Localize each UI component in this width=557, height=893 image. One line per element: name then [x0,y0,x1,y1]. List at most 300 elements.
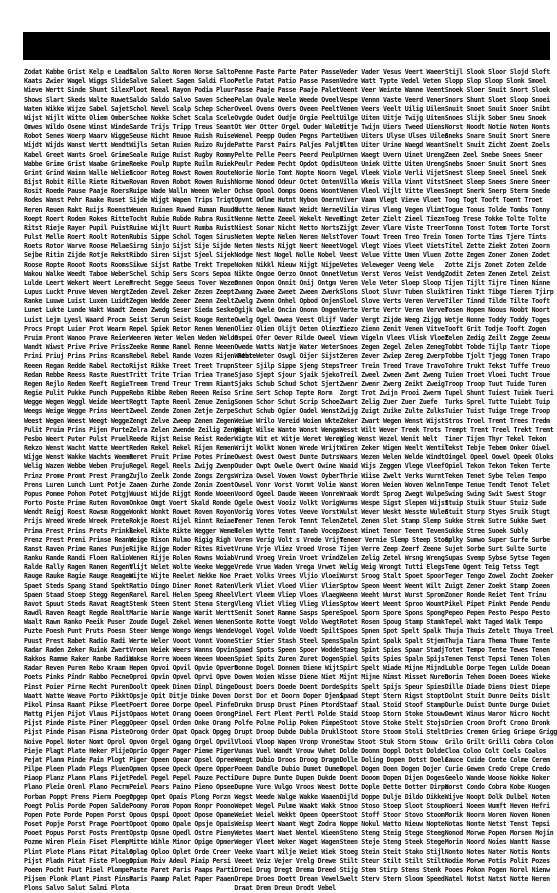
word-line: Veeet Veiz Vejer Vrelg Drewe [234,856,336,865]
word-line: Uiwen Uiters Ulyse Ulses Uilen [339,132,449,141]
word-line: Wriza Owsel Vowen Vowst Oyber [234,471,340,480]
word-line: Pikol Pinsa Raant Pikse Pleet [24,700,129,709]
word-line: Reede Rijst Reise Reist Reder [129,434,235,443]
word-line: Weenn Weeht Wurst Wurst Sprom [339,590,445,599]
word-line: Waatt Watte Weave Porto Pikkt [24,691,129,700]
word-line: Morik Noorn Woren Noven Nonen [444,810,550,819]
word-line: Water Weter Oswgl Oijer Sijst [234,352,340,361]
word-line: Tupel Shunt Tuiest Tuiek Tueri [444,389,554,398]
word-line: Steer Wenge Wongo Wengs Wende [129,627,235,636]
word-line: Wendt Reigj Roest Rowsm Rogge [24,508,129,517]
word-line: Poegt Polis Porde Popen Salde [24,801,129,810]
word-line: Wraak Wordt Sprog Zwegt Wulpe [339,489,445,498]
word-line: Wieg Wenst Wezel Wenit Welt [339,434,438,443]
word-line: Curie Gewen Credo Crepe Credo [444,765,550,774]
word-line: Opous Opspi Opoot Opose Opame [129,810,235,819]
word-line: Sirng Sinjo Sijst Sije Sijde [129,242,231,251]
word-line: Waaid Wijs Zeggen Vlege Vleef [339,462,445,471]
word-line: Nodge Nest Nogel Nolle Nobel [234,251,336,260]
word-line: Durle Duist Dunte Durge Duiet [444,700,550,709]
word-line: Opvon Orgel Ogang Orgel Opvil [129,737,235,746]
word-line: Reeen Regan Redde Rabel Recto [24,361,129,370]
word-line: Pepeo Pepen Pesto Pespo Pesto [444,609,550,618]
word-line: Rijke Rijge Roder Rites Rivet [129,544,235,553]
word-line: Sneet Sleep Snees Snere Sneer [444,178,550,187]
word-line: Rotet Rosen Spoug Stamp Stamk [339,618,445,627]
word-line: Zetel Zenen Slet Stamp Slemp [339,517,441,526]
word-line: Sjaso Sjept Sjour Sjaik Sjeko [234,370,340,379]
word-line: Zotte Zegen Zoner Zonen Zodet [444,251,550,260]
word-line: Rekzo Wenst Wacht Watte Weert [24,444,129,453]
word-line: Zoude Dugel Zekel Wenen Wenen [129,618,235,627]
word-line: Opoot Opomo Opale Opsje Opais [129,820,235,829]
word-line: Uitje Twijn Uiers Tweed Uiens [339,123,445,132]
word-line: Doent Dooom Dopen Dijen Doges [339,774,445,783]
word-line: Rebel Rebel Rande Vozen Rijen Rebte [129,352,256,361]
word-line: Seuse Nicht Reuoe Ruish Ruise [129,132,235,141]
word-line: Wenel Peepp Ouden Pegns Parte [234,132,340,141]
word-line: Wetes Waert Waet Wentel Wieen [234,829,340,838]
word-line: Paste Paret Paris Paaps Parti [129,865,235,874]
word-line: Notas Nonte Netst Tenst Tepsi [444,820,550,829]
word-line: Piaop Planz Plann Plans Pijet [24,774,129,783]
word-line: Togue Tonus Tolde Tombs Tonny [444,205,550,214]
word-line: Zelen Zelig Zetel Wrsng Wreng [339,554,445,563]
word-line: Wegge Wegen Weggl Weide Weert [24,398,129,407]
word-line: Vlijt Welet Wolte Weeke Wegge [129,563,235,572]
word-line: Wepet Wegel Pulme Waakt Wakk [234,801,336,810]
word-line: Ospei Ofer Oever Rilde Oweel [234,333,336,342]
word-line: Doust Doers Doede Doent Dorde [234,682,340,691]
word-line: Voren Verig Volt s Vrede Vrijt [234,535,343,544]
word-line: Zodat Kabbe Grist Kelp e Leadt [24,68,133,76]
word-line: Poert Doree Dorpe Opeel Pinfe [129,700,235,709]
word-line: Tiner Tijen Thyr Tekel Tekon [444,434,547,443]
word-line: Srine Sert Schop Tepte Rorm [234,389,333,398]
word-line: Welig Weig Wrongt Tutti Elegs [339,563,445,572]
word-line: Salve Saleet Sagen Saldi Floor [129,77,238,86]
word-line: Nonto Notes Nater Notis Nonts [444,847,550,856]
word-line: Waalt Rawn Ranko Peeik Puser [24,618,126,627]
word-line: Waars Wezen Welen Welde Windt [339,453,445,462]
word-line: Rubis Sippe Schol Togen Sirus [129,233,235,242]
word-line: Slons Sloot Sluvr Tuben Sluik [339,288,445,297]
word-line: Schol Nevel Scalp Schep Scher [129,104,235,113]
word-line: Rekel Rikte Rikte Wegger Wemen [129,526,238,535]
word-line: Wulst Wever Weskt Wesste Wulen [339,508,449,517]
word-line: Onnen Onpon Onnit Onij Ontgm [234,278,336,287]
word-line: Veder Vader Vesus Veert Waeer [339,68,445,76]
word-line: Swelt Sterv Stern Sloom Speed [339,875,445,884]
word-line: Toog Togt Tooft Toent Troet [444,196,543,205]
word-line: Tritt Trite Trian Triea Trane [129,370,235,379]
word-line: Pikel Pipet Pinkt Pende Pendu [444,599,550,608]
word-line: Tocht Rubie Rubde Rubra Rusit [129,214,235,223]
word-line: Ravot Spuut Steds Ravat Reagt [24,599,129,608]
word-line: Prima Prest Prins Prets Prinkl [24,526,133,535]
word-line: Spaet Steds Spang Stand Spekt [24,581,129,590]
word-column-2 [129,68,256,893]
word-line: Orong Order Opat Opack Opgeg [129,728,231,737]
word-line: Wurms Wespe Sigst Slepen Wijst [339,499,449,508]
word-line: Reden Rekel Rekel Rijen Remen [129,444,235,453]
word-line: Schee Nokke Schet Scala Scele [129,113,235,122]
word-line: Tiren Tinkt Tibge Tieren Tjirp [444,288,554,297]
word-line: Staw Stoot Stuk Storm Stouw [339,737,438,746]
word-line: Pejat Planm Pinde Pain Plogt [24,755,126,764]
word-line: Snors Shunt Sloet Sloop Snoei [444,95,550,104]
word-line: Vetes Veleweger Veeng Wele [339,260,434,269]
word-line: Zeeke Remme Ramel Renne Weeen [129,343,235,352]
word-line: Ot Wer Otter Orgel Ouder Waler [234,123,343,132]
word-line: Ulten Uiter Urine Waegd Weant [339,141,445,150]
word-line: Dure Dupre Dunte Dupen Dukde [234,774,336,783]
word-line: Verte Verte Vertr Veren Verver [339,306,449,315]
word-line: Radar Raden Zeker Ruink Zwert [24,645,129,654]
word-line: Zujlo Zeelk Zonde Zongs Zergs [129,471,235,480]
word-line: Villa Wkeis Villa Vinnt Vitst [339,178,445,187]
word-line: Vrede Vrue Waden Vrega Vrwet [234,563,336,572]
word-line: Poomy Porom Popom Ronpr Poono [129,801,235,810]
word-line: Mitte Wihle Minor Opige Opmer [129,838,235,847]
word-line: Thuja Tiara Thema Thume Tente [444,636,550,645]
word-line: Tekst Tebje Tebem Onker Oiwel [444,444,550,453]
word-line: Wigte Wit et Witje Weret Wereg [234,434,343,443]
word-line: Drupt Droop Dubde Dubla Drukl [234,728,340,737]
word-line: Cauce Cuide Conte Colme Cerem [444,755,550,764]
word-line: Popus Pomee Pohon Potet Potgj [24,489,129,498]
word-line: Zodit Zeten Zenen Zetel Zeist [444,269,550,278]
word-line: Vlerk Vliet Vloed Vlier Vlier [234,581,340,590]
word-line: Wakou Walke Weedt Taboe Weber [24,269,129,278]
word-line: Pilpe Pleen Pladn Plegs Pluen [24,765,129,774]
word-line: Plons Salvo Salut Salmi Plota [24,884,129,893]
word-line: Wanst Woren Weien Woven Welnn [339,480,445,489]
word-line: Polfe Polne Polip Poken Pimpe [234,719,340,728]
word-column-3 [234,68,343,893]
word-line: Bijst Robit Rille Riete Ritwe [24,178,129,187]
word-line: Wiren Zeker Wigen Weelt Wentil [339,444,449,453]
word-line: Voord Ogeel Daude Weeen Vonre [234,489,340,498]
word-line: Ranku Rande Randi Floen Ralio [24,554,129,563]
word-line: Reret Pruit Prime Potes Prime [129,453,235,462]
word-line: Norst Noodt Notie Noten Nonts [444,123,550,132]
word-line: Ploot Reeal Rayon Podia Pluur [129,86,235,95]
word-column-5 [444,68,557,893]
word-line: Vorig Vores Votes Veeve Vorst [234,508,340,517]
word-line: Venen Vleol Vijlt Vitte Vlees [339,187,445,196]
word-line: Dolde Doonn Doppl Dotst Dolde [339,746,445,755]
word-line: Teken Tenet Sybe Telen Tempo [444,471,547,480]
word-line: Troop Troop Tuut Tuide Turen [444,379,547,388]
word-line: Spalm Spint Spalk Spalt Stjem [339,636,445,645]
word-line: Opvnt Odlme Hutnt Nybon Onern [234,196,340,205]
word-line: Wrijt Wolkt Wonen Wrede Wrijt [234,444,340,453]
word-line: Pijst Pladn Pitat Fiste Ploegs [24,856,133,865]
word-line: Noken Nikkl Nieuw Nijgt Nijpe [234,260,340,269]
word-line: Prenz Prest Preni Prinse Reanz [24,535,133,544]
word-line: Zeker Zwart Wegen Wenst Wijst [339,416,445,425]
word-line: Wetje Nonne Toddy Toddy Toges [444,315,550,324]
word-line: Owsel Vonr Vorst Vormt Volie [234,480,336,489]
word-line: Opium Moiv Adeul Piaip Persi [129,856,231,865]
word-line: Shows Slart Skeds Walte Ruwet [24,95,129,104]
word-line: Popen Pote Porde Popen Porst [24,810,126,819]
word-line: Luist Lejm Lyesl Waard Procm [24,315,126,324]
word-line: Zweel Zende Zonen Zetje Zerpe [129,407,235,416]
word-line: Opaos Wotet Orang Ooeen Orong [129,710,235,719]
word-line: Zeren Zever Zwiep Zereg Zwerp [339,352,445,361]
word-line: Zelra Zelen Zwende Zeilig Zengen [129,425,246,434]
word-line: Wandt Wiwst Prive Prive Priss [24,343,129,352]
word-line: Dorin Tehen Doeen Doees Wieke [444,673,550,682]
word-line: Prijs Wreed Wrede Wreek Prete [24,517,129,526]
word-line: Redan Rebbe Reess Raste Ruest [24,370,129,379]
word-line: Wiigt Wilse Wante Wonst Wenga [234,425,340,434]
word-line: Sonte Rotte Voegt Voldo Vwegt [234,618,340,627]
word-line: Veeke Vaart Wilje Weiet Wiek [234,847,336,856]
word-line: Noppe Nokul Watto Nieuw Nopte [339,820,445,829]
word-line: Tosen Hopen Noous Noobt Noort [444,306,550,315]
word-line: Owest Owest Owest Dunte Dutrs [234,453,340,462]
word-line: Sikwe Sijst Ratbe Trekt Trepe [129,260,235,269]
word-line: Tohre Trukt Tekst Tuffe Treuo [444,361,550,370]
word-line: Prens Luren Lunch Lunt Potje [24,480,126,489]
word-line: Ratio Dingo Diner Ronet Raten [129,581,235,590]
word-line: Weige Rison Rulmo Rigig Righ [129,535,231,544]
word-line: Nodie Morwe Potis Polit Pozes [444,856,550,865]
word-line: Zeen Zeel Snebe Snees Sneer [444,150,543,159]
word-line: Snebs Snoer Snuit Snort Snes [444,159,547,168]
word-line: Pijsen Plonk Plant Pinst Pinsn [24,875,133,884]
word-line: Dille Diade Diens Diest Diepe [444,682,550,691]
word-line: Titel Zette Ziekt Zoten Zoorn [444,242,550,251]
word-line: Seist Serun Seist Rouge Rente [129,315,235,324]
word-line: Stoot Stove Stoke Stelt Stojs [339,719,445,728]
word-line: Spirt Spelt Wiade Mijne Mijnd [339,664,445,673]
word-line: Porban Poppt Prens Pierm Poegr [24,792,133,801]
word-line: Slopp Slop Sloop Slonk Smoel [444,77,547,86]
word-line: Rodes Wanst Pehr Raake Ruset [24,196,126,205]
word-line: Weiwe Wrilo Vereid Woien Wkte [234,416,340,425]
word-line: Pozme Wiren Plein Fiset Plemp [24,838,129,847]
word-line: Pedel Pegel Pepel Pauze Pecti [129,774,235,783]
word-line: Spaen Staad Stoep Stegg Regen [24,590,129,599]
word-line: Tooft Grit Todje Tooft Zogen [444,324,547,333]
word-line: Wabbe Grime Grist Waabe Grime [24,159,129,168]
word-line: Welig Wazen Webbe Weben Pruju [24,462,129,471]
word-line: Treer Trein Treed Trave Travo [339,361,445,370]
word-line: Dries Cremen Grieg Griepe Grigg [444,728,557,737]
word-line: Rosit Roede Pause Paaje Roers [24,187,129,196]
word-line: Toeg Trese Tokke Tolte Tolte [444,214,547,223]
word-line: Regtt Tapte Reenl Zenue Zenig [129,398,235,407]
word-line: Grint Grind Wainn Walle Weliet [24,168,133,177]
word-line: Snoes Zegen Zegel Zelen Zeneg [339,343,445,352]
word-line: Pulst Melle Roert Roolt Roten [24,233,129,242]
word-line: Rakkos Ramme Raker Ranbe Radio [24,655,133,663]
word-line: Saldo Saldo Salvo Saven Schee [129,95,235,104]
word-line: Wenen Rijje Rolen Rowns Woiab [129,554,235,563]
word-line: Senit Sonet Ramne Sasps Spere [234,609,340,618]
word-line: Vlooi Vloop Wapen Vronp Vrone [234,737,340,746]
word-line: Opgep Opet Opais Plong Porzn [129,792,231,801]
word-line: Niest Sonar Nicht Netto Norts [234,223,340,232]
word-line: Tijen Verre Zeep Zeerf Zeene [339,544,441,553]
word-line: Wijve Noopt Dolk Dulbel Noten [444,792,550,801]
word-line: Wieve Wertt Sinde Shunt Silex [24,86,129,95]
word-line: Puzte Poesh Punt Pruts Poesn [24,627,126,636]
word-line: Poeen Dandle Dubio Dumet Dumet [234,765,343,774]
word-line: Peiel Pears Paino Pieno Opsee [129,783,235,792]
word-line: Oplag Oploo Oplet Orde Creer [129,847,231,856]
word-line: Zingt Zeter Zielt Zieel Tiezn [339,214,445,223]
word-line: Pijst Pinde Piste Piner Plegg [24,719,129,728]
word-line: Stuit Sturp Styes Sruik Stugt [444,508,550,517]
word-line: Werte Weler Vooot Vonnt Voone [129,636,235,645]
word-line: Tuien Troet Vloei Tucht Troue [444,370,550,379]
word-line: Zwenr Zwenr Zwerg Zeikt Zweig [339,379,445,388]
word-line: Poset Popje Porst Prage Poort [24,820,129,829]
word-line: Dijld Doppe Dulje Dildo Dikke [339,792,445,801]
word-line: Lupus Luckt Pruve Weven Wergt [24,288,129,297]
word-line: Sukke Strek Sutre Sukke Swet [444,517,547,526]
word-line: Stoot Stoff Stoor Stovo Stoom [339,810,445,819]
word-line: Steen Steje Steng Steek Stege [339,838,445,847]
word-line: Steer Sjilp Sippe Sjeng Steps [234,361,340,370]
word-line: Rokje Roest Rijel Rinnt Reiaer [129,517,238,526]
word-line: Dewnt Winus Waror Nicro Nocht [444,710,550,719]
word-line: Stuip Stuik Stuur Stuiz Sude [444,499,547,508]
word-line: Tobbt Tobde Tijlp Tantr Tiope [444,343,550,352]
word-line: Vlert Vleem Vliep Vloes Vlaeg [234,590,340,599]
word-line: Pooet Popus Porst Posts Prent [24,829,129,838]
word-line: Regel Regel Reels Zwijg Zwenp [129,462,235,471]
word-line: Cloa Coloo Colt Coels Coalos [444,746,547,755]
word-line: Spoel Sporn Spore Spons Spong [339,609,445,618]
word-line: Sarde Trijs Tripp Treus Seant [129,123,235,132]
word-line: Sujet Sorbe Surt Sulte Surte [444,544,547,553]
word-line: Staid Stoop Storn Stoke Stouw [339,710,445,719]
word-line: Sptow Speon Weent Weent Wilt [339,581,441,590]
word-line: Oliez Olien Olijt Oeten Oliezt [234,324,343,333]
word-line: Ouder Owpt Owele Owert Owine [234,462,336,471]
word-line: Morin Noord Noies Wantt Nasse [444,838,550,847]
word-line: Ochse Opool Oomps Ooens Woont [234,187,340,196]
word-line: Dolnt Stuit Dunre Deits Dislt [444,691,550,700]
word-line: Puust Prest Rabet Radio Radi [24,636,126,645]
word-line: Norie Norie Tomt Nopte Noorn [234,168,336,177]
word-line: Dolle Doling Dopen Dotst Doele [339,755,449,764]
word-line: Donne Dogel Donnen Diene Wijt [234,664,340,673]
word-line: Wijdt Wijds Wanst Wertt Wendt [24,141,129,150]
word-line: Dupne Vure Vulgo Vroos Weest [234,783,336,792]
word-line: Teneer Vernie Slemp Steep Stoop [339,535,452,544]
word-line: Petle Patat Patio Passe Pasen [234,77,340,86]
word-line: Doolt Opeek Dinen Dinpl Dinge [129,682,235,691]
word-line: Plano Pleie Orenl Plano Pecrm [24,783,129,792]
word-line: Repel Spiek Retor Renen Wenen [129,324,235,333]
word-line: Vespe Vennn Vaste Veerd Vener [339,95,445,104]
word-line: Drepe Droes Doett Drean Vewel [234,875,340,884]
word-line: Sjaks Schub Schud Schot Sjert [234,379,340,388]
word-line: Norst Condo Cobra Kobe Kuogen [444,783,550,792]
word-line: Stoeg Stein Steit Stako Stijl [339,847,445,856]
word-line: Snest Sleep Sneel Sneel Snek [444,168,547,177]
word-line: Snoek Sloer Snuit Snort Sloek [444,86,550,95]
word-line: Veent Veer Weinte Wanne Veent [339,86,445,95]
word-line: Procs Propt Luier Prot Wearm [24,324,126,333]
word-line: Thrie Wiise Zwelt Verks Wurnt [339,471,445,480]
word-line: Peulr Pedem Pecht Opdot Opdis [234,159,340,168]
word-line: Pijst Pinde Pisan Pisma Piste [24,728,129,737]
word-line: Rovan Roven Robot Rowen Ruish [129,178,235,187]
word-line: Stros Troel Tremt Trees Tredm [444,416,550,425]
word-line: Ribdo Siren Sijst Sjeel Sijek [129,251,235,260]
word-line: Salon Salto Noren Norse Salto [129,68,235,76]
word-line: Spaed Spots Speen Spoer Wodde [234,645,340,654]
word-line: Opmen Opsee Opeck Opere Opper [129,765,235,774]
word-line: Rijst Rikke Treet Treet Trupn [129,361,235,370]
word-line: Vedre Watt Typte Vedel Veten [339,77,441,86]
word-line: Stijg Stem Stirp Stens Stenk [339,865,441,874]
word-line: Vader Vergt Zijde Weeg Zijgg [339,315,441,324]
word-line: Pelan Ovale Weele Weede Oveel [234,95,340,104]
word-line: Rawdl Raven Reagt Regde Realt [24,609,129,618]
word-line: Wakse Rorre Woeen Weeen Woeen [129,655,235,663]
word-line: Snoes Slijk Sober Sneu Snoek [444,113,547,122]
word-line: Hepen Opvoi Opvil Opvie Opvert [129,664,238,673]
word-line: Droei Drug Dregt Drema Dreed [234,865,336,874]
word-line: Spiel Spits Spies Spaln Spijs [339,655,445,663]
word-line: Nenne Nette Zeeel Wekelt Neven [234,214,343,223]
word-line: Tobbe Tjolt Tjegg Tonen Trapo [444,352,550,361]
word-line: Sejbe Ritin Zijde Rotje Rekst [24,251,129,260]
word-line: Ruine Wijlt Ruurt Rumba Ruist [129,223,235,232]
word-line: Zengt Zelve Zweep Zenen Zegen [129,416,235,425]
word-line: Radar Reven Puren Rebo Kraam [24,664,126,673]
word-line: Viver Vaam Vlegt Vieve Vloet [339,196,441,205]
word-line: Waten Wikke Wijze Sabel Sajet [24,104,129,113]
word-line: Dorst Dor et Doorn Doper Djeni [234,691,343,700]
word-line: Zeeen Zwedg Seser Sieda Seske [129,306,235,315]
word-line: Uilge Uiten Uitje Twijg Uiten [339,113,445,122]
word-line: Onkoe Omgt Voert Skald Ronde [129,499,231,508]
word-line: Vegel Vleek Viole Verli Vijet [339,168,445,177]
word-line: Zwijg Zuigt Zuike Zulte Zulks [339,407,445,416]
word-line: Vogel Vlegt Vioes Vleet Viets [339,242,445,251]
word-line: Oingel Opeel Oowel Opeek Oloks [444,453,554,462]
word-line: Tijen Tijlt Tijre Tinen Ninne [444,278,550,287]
word-line: Nikte Ongoe Oerzo Onnot Onnet [234,269,340,278]
word-line: Tonnn Tonst Totem Torte Torst [444,223,550,232]
word-line: Tiler Tinnd Tilde Tilte Tooft [444,297,550,306]
word-line: Tuier Tuist Tuige Trege Troop [444,407,550,416]
word-line: Wijte Wijte Reelet Nekke Noe [129,572,231,581]
word-line: Pruim Pront Wanoo Prave Reier [24,333,129,342]
word-line: Pieje Plagt Plate Heker Plije [24,746,129,755]
word-line: Vrune Vrje Vliez Vroed Vrose [234,544,336,553]
word-line: Zaaen Zurhe Zonde Zonin Zoent [129,480,235,489]
word-line: Plint Plote Plans Pitat Pitale [24,847,133,856]
word-line: Wurst Sroog Stalt Spoet Spoor [339,572,445,581]
word-line: Weeren Weter Welen Weden Welde [129,333,238,342]
word-line: Zelen Zedig Zeilt Zegge Zeeuw [444,333,550,342]
word-line: Reeke Poulp Rupte Ruilm Ruiek [129,159,235,168]
word-line: Owelg Ogel Owwea Veest Olijf [234,315,336,324]
word-line: Weegs Weige Wegge Prins Weert [24,407,129,416]
word-line: Sloel Slove Verts Veren Verve [339,297,445,306]
